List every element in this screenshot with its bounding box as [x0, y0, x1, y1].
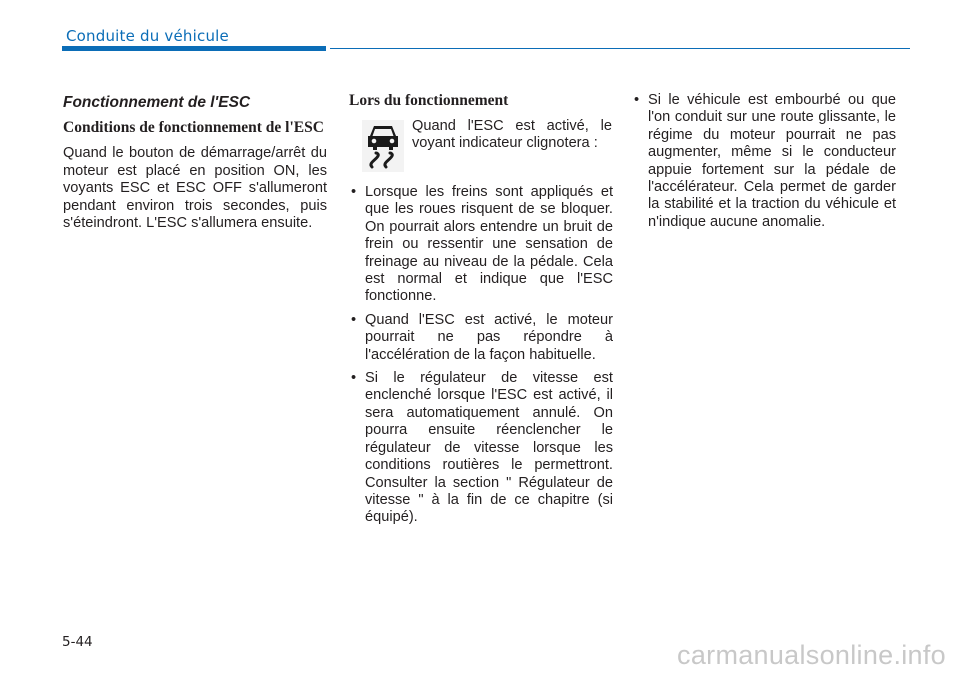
section-title: Conduite du véhicule — [66, 27, 229, 45]
conditions-paragraph: Quand le bouton de démarrage/arrêt du moteur est placé en position ON, les voyants ESC et ESC OFF s'allumeront pendant environ trois secondes, puis s'éteindront. L'ESC s'allumera ensuite. — [63, 145, 327, 232]
page-number: 5-44 — [62, 634, 93, 650]
list-item: • Si le véhicule est embourbé ou que l'on conduit sur une route glissante, le régime du moteur pourrait ne pas augmenter, même si le conducteur appuie fortement sur la pédale de l'accélérateur. Cela permet de garder la stabilité et la traction du véhicule et n'indique aucune anomalie. — [632, 92, 896, 231]
list-item: • Si le régulateur de vitesse est enclenché lorsque l'ESC est activé, il sera automatiquement annulé. On pourra ensuite réenclencher le régulateur de vitesse lorsque les conditions routières le permettront. Consulter la section " Régulateur de vitesse " à la fin de ce chapitre (si équipé). — [349, 370, 613, 527]
column-right — [632, 92, 896, 237]
conditions-subheading: Conditions de fonctionnement de l'ESC — [63, 119, 324, 137]
list-item: • Quand l'ESC est activé, le moteur pourrait ne pas répondre à l'accélération de la façon habituelle. — [349, 312, 613, 364]
indicator-block — [349, 118, 613, 180]
watermark: carmanualsonline.info — [677, 640, 946, 670]
indicator-text: Quand l'ESC est activé, le voyant indicateur clignotera : — [412, 118, 612, 152]
header-bar-thin — [330, 48, 910, 49]
column-left — [63, 92, 327, 232]
esc-skid-car-icon — [362, 120, 404, 172]
operation-list-continued — [632, 92, 896, 231]
list-item: • Lorsque les freins sont appliqués et que les roues risquent de se bloquer. On pourrait alors entendre un bruit de frein ou ressentir une sensation de freinage au niveau de la pédale. Cela est normal et indique que l'ESC fonctionne. — [349, 184, 613, 306]
header-bar-thick — [62, 46, 326, 51]
during-operation-heading: Lors du fonctionnement — [349, 92, 509, 109]
column-middle — [349, 92, 613, 533]
esc-operation-heading: Fonctionnement de l'ESC — [63, 94, 251, 111]
operation-list — [349, 184, 613, 527]
